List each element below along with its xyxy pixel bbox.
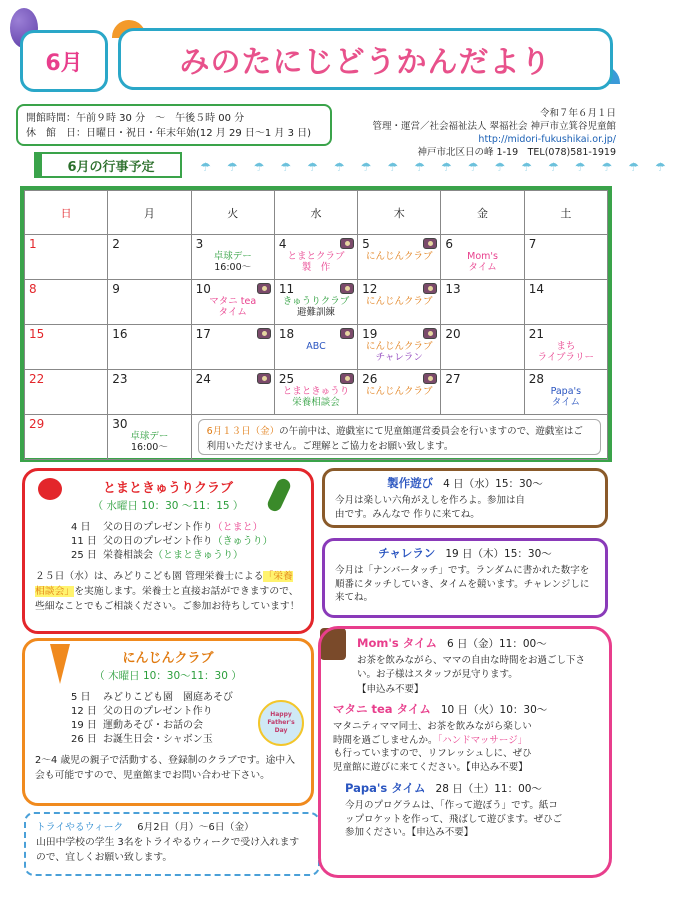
calendar-week-row [25, 370, 608, 415]
day-number: 6 [445, 237, 454, 251]
tryyaru-label: トライやるウィーク [36, 822, 124, 833]
item-text: 栄養相談会 [103, 550, 153, 561]
day-number: 18 [278, 327, 295, 341]
day-number: 25 [278, 372, 295, 386]
day-number: 21 [528, 327, 544, 341]
calendar-event: 16:00～ [130, 442, 168, 453]
challenge-text: 今月は「ナンバータッチ」です。ランダムに書かれた数字を順番にタッチしていき、タイムを競います。チャレンジしに来てね。 [335, 565, 590, 603]
calendar-day-cell [358, 370, 441, 415]
tomato-club-time: （ 水曜日 10：30 ～11：15 ） [92, 500, 244, 512]
camera-icon [340, 328, 354, 339]
calendar-event: Papa's [550, 386, 582, 397]
calendar-day-cell [25, 280, 108, 325]
day-number: 9 [112, 282, 120, 296]
open-hours-label: 開館時間 [26, 113, 66, 124]
camera-icon [423, 373, 437, 384]
day-number: 14 [528, 282, 544, 296]
carrot-icon [50, 644, 70, 684]
newsletter-title: みのたにじどうかんだより [118, 28, 613, 90]
day-number: 3 [195, 237, 204, 251]
calendar-day-cell [25, 370, 108, 415]
address-line: 神戸市北区日の峰 1-19 TEL(078)581-1919 [417, 147, 616, 158]
calendar-day-cell [358, 235, 441, 280]
day-number: 17 [195, 327, 211, 341]
camera-icon [423, 328, 437, 339]
calendar-event: Mom's [467, 251, 498, 262]
item-date: 4 日 [71, 522, 91, 533]
month-badge: 6月 [20, 30, 108, 92]
calendar-event: 避難訓練 [296, 307, 335, 318]
hours-box [16, 104, 332, 146]
website-link[interactable]: http://midori-fukushikai.or.jp/ [478, 134, 616, 145]
day-number: 5 [362, 237, 370, 251]
tomato-desc-part1: ２５日（水）は、みどりこども園 管理栄養士による [35, 571, 264, 582]
matani-when: 10 日（火）10：30～ [440, 704, 548, 716]
day-number: 23 [112, 372, 128, 386]
tomato-cucumber-club [22, 468, 314, 634]
notice-box [198, 419, 601, 455]
camera-icon [423, 283, 437, 294]
papas-label: Papa's タイム [345, 781, 426, 795]
challenge-when: 19 日（木）15：30～ [445, 548, 552, 560]
closed-days-label: 休 館 日 [26, 128, 76, 139]
list-item [71, 549, 301, 563]
calendar-day-cell [191, 280, 274, 325]
camera-icon [423, 238, 437, 249]
day-number: 11 [278, 282, 295, 296]
camera-icon [257, 283, 271, 294]
matani-text-part2: も行っていますので、リフレッシュしに、ぜひ児童館に遊びに来てください。 [333, 748, 532, 773]
day-number: 24 [195, 372, 211, 386]
matani-text-highlight: 「ハンドマッサージ」 [437, 734, 528, 746]
item-date: 26 日 [71, 734, 97, 745]
calendar-event: ライブラリー [537, 352, 595, 363]
weekday-header: 土 [524, 191, 607, 235]
calendar-event: タイム [551, 397, 580, 408]
matani-text [333, 720, 533, 774]
item-tag: （とまときゅうり） [153, 550, 243, 561]
calendar-day-cell [108, 370, 191, 415]
moms-note: 【申込み不要】 [357, 684, 424, 695]
tryyaru-text: 山田中学校の学生 3名をトライやるウィークで受け入れますので、宜しくお願い致します。 [36, 837, 300, 863]
calendar-day-cell [524, 235, 607, 280]
day-number: 28 [528, 372, 544, 386]
calendar-table [24, 190, 608, 460]
tryyaru-dates: 6月2日（月）～6日（金） [137, 822, 254, 833]
calendar-day-cell [274, 235, 357, 280]
notice-date: 6月１３日（金） [206, 426, 280, 437]
item-tag: （きゅうり） [212, 536, 273, 547]
parents-time-box [318, 626, 612, 878]
calendar-event: とまときゅうり [282, 386, 350, 397]
papas-note: 【申込み不要】 [411, 827, 474, 838]
weekday-header: 月 [108, 191, 191, 235]
list-item [71, 535, 301, 549]
day-number: 30 [112, 417, 128, 431]
calendar-event: にんじんクラブ [366, 251, 433, 262]
tomato-club-list [71, 521, 301, 563]
day-number: 15 [29, 327, 45, 341]
calendar-event: 16:00～ [214, 262, 252, 273]
calendar-weekday-row [25, 191, 608, 235]
calendar-day-cell [191, 325, 274, 370]
open-hours-value: ：午前９時 30 分 ～ 午後５時 00 分 [66, 113, 245, 124]
calendar-day-cell [524, 370, 607, 415]
calendar-day-cell [191, 235, 274, 280]
challenge-box [322, 538, 608, 618]
craft-label: 製作遊び [387, 476, 434, 490]
calendar-day-cell [441, 370, 524, 415]
camera-icon [257, 328, 271, 339]
calendar-day-cell [524, 280, 607, 325]
item-date: 5 日 [71, 692, 91, 703]
item-tag: （とまと） [212, 522, 263, 533]
moms-label: Mom's タイム [357, 636, 437, 650]
item-date: 12 日 [71, 706, 97, 717]
calendar-day-cell [441, 235, 524, 280]
tryyaru-week-box [24, 812, 320, 876]
day-number: 2 [112, 237, 120, 251]
day-number: 13 [445, 282, 461, 296]
calendar-week-row [25, 235, 608, 280]
calendar-day-cell [25, 325, 108, 370]
calendar-day-cell [25, 415, 108, 460]
calendar-day-cell [274, 325, 357, 370]
item-text: 運動あそび・お話の会 [103, 720, 203, 731]
weekday-header: 木 [358, 191, 441, 235]
calendar-event: とまとクラブ [287, 251, 345, 262]
calendar-day-cell [274, 280, 357, 325]
tomato-desc-part2: を実施します。栄養士と直接お話ができますので、些細なことでもご相談ください。ご参加お待ちしています！ [35, 586, 300, 612]
day-number: 27 [445, 372, 461, 386]
day-number: 29 [29, 417, 45, 431]
matani-text-part1: マタニティママ同士、お茶を飲みながら楽しい時間を過ごしませんか。 [333, 721, 532, 746]
calendar-event: まち [556, 341, 576, 352]
carrot-club-title: にんじんクラブ [122, 651, 214, 666]
day-number: 4 [278, 237, 287, 251]
fathers-day-badge: Happy Father's Day [258, 700, 304, 746]
day-number: 1 [29, 237, 37, 251]
day-number: 26 [362, 372, 378, 386]
tomato-club-desc [35, 569, 301, 614]
calendar-day-cell [358, 325, 441, 370]
papas-when: 28 日（土）11：00～ [435, 783, 542, 795]
item-date: 11 日 [71, 536, 97, 547]
day-number: 16 [112, 327, 128, 341]
notice-text: の午前中は、遊戯室にて児童館運営委員会を行いますので、遊戯室はご利用いただけません。ご理解とご協力をお願い致します。 [206, 426, 583, 452]
item-date: 19 日 [71, 720, 97, 731]
calendar-event: チャレラン [375, 352, 423, 363]
issue-date: 令和７年６月１日 [539, 108, 616, 119]
list-item [71, 691, 301, 705]
weekday-header: 金 [441, 191, 524, 235]
day-number: 19 [362, 327, 378, 341]
matani-note: 【申込み不要】 [466, 761, 528, 773]
weekday-header: 火 [191, 191, 274, 235]
papas-text-body: 今月のプログラムは、「作って遊ぼう」です。紙コップロケットを作って、飛ばして遊びます。ぜひご参加ください。 [345, 800, 563, 838]
calendar-event: ABC [306, 341, 326, 352]
weekday-header: 水 [274, 191, 357, 235]
calendar-day-cell [108, 415, 191, 460]
craft-when: 4 日（水）15：30～ [443, 478, 543, 490]
day-number: 10 [195, 282, 211, 296]
closed-days-value: ：日曜日・祝日・年末年始(12 月 29 日～1 月 3 日) [76, 128, 312, 139]
day-number: 20 [445, 327, 461, 341]
calendar-event: きゅうりクラブ [282, 296, 350, 307]
list-item [71, 521, 301, 535]
item-text: 父の日のプレゼント作り [103, 706, 213, 717]
craft-box [322, 468, 608, 528]
calendar-event: マタニ tea [209, 296, 257, 307]
calendar-day-cell [108, 235, 191, 280]
day-number: 7 [528, 237, 537, 251]
challenge-label: チャレラン [378, 546, 436, 560]
calendar-event: 卓球デー [213, 251, 252, 262]
craft-text: 今月は楽しい六角がえしを作ろよ。参加は自由です。みんなで 作りに来てね。 [335, 495, 526, 520]
calendar-day-cell [108, 280, 191, 325]
weekday-header: 日 [25, 191, 108, 235]
calendar [20, 186, 612, 462]
calendar-day-cell [524, 325, 607, 370]
manager-line: 管理・運営／社会福祉法人 翠福社会 神戸市立箕谷児童館 [372, 121, 616, 132]
carrot-club-time: （ 木曜日 10：30～11：30 ） [94, 670, 242, 682]
matani-label: マタニ tea タイム [333, 702, 431, 716]
calendar-day-cell [274, 370, 357, 415]
calendar-week-row [25, 415, 608, 460]
item-date: 25 日 [71, 550, 97, 561]
tomato-club-title: とまときゅうりクラブ [102, 481, 233, 496]
calendar-day-cell [108, 325, 191, 370]
calendar-event: にんじんクラブ [366, 296, 433, 307]
day-number: 12 [362, 282, 378, 296]
calendar-notice-cell [191, 415, 607, 460]
rain-drops-decoration: ☂☂☂☂☂☂☂☂☂☂☂☂☂☂☂☂☂☂ [200, 160, 682, 174]
tomato-icon [38, 478, 62, 500]
calendar-week-row [25, 325, 608, 370]
papas-text [345, 799, 565, 840]
org-info [336, 107, 616, 159]
schedule-heading: 6月の行事予定 [34, 152, 182, 178]
item-text: みどりこども園 園庭あそび [103, 692, 233, 703]
calendar-day-cell [358, 280, 441, 325]
calendar-day-cell [191, 370, 274, 415]
camera-icon [340, 238, 354, 249]
calendar-event: にんじんクラブ [366, 341, 433, 352]
camera-icon [340, 373, 354, 384]
carrot-club-desc: 2～4 歳児の親子で活動する、登録制のクラブです。途中入会も可能ですので、児童館までお問い合わせ下さい。 [35, 755, 296, 781]
item-text: お誕生日会・シャボン玉 [103, 734, 213, 745]
calendar-event: 卓球デー [130, 431, 169, 442]
calendar-week-row [25, 280, 608, 325]
calendar-event: にんじんクラブ [366, 386, 433, 397]
item-text: 父の日のプレゼント作り [103, 522, 213, 533]
camera-icon [257, 373, 271, 384]
calendar-event: タイム [468, 262, 497, 273]
calendar-day-cell [441, 325, 524, 370]
moms-when: 6 日（金）11：00～ [446, 638, 547, 650]
calendar-event: 栄養相談会 [292, 397, 340, 408]
tomato-desc-highlight: 「栄養相談会」 [35, 571, 293, 597]
day-number: 22 [29, 372, 45, 386]
calendar-event: タイム [218, 307, 247, 318]
calendar-day-cell [441, 280, 524, 325]
item-text: 父の日のプレゼント作り [103, 536, 213, 547]
calendar-day-cell [25, 235, 108, 280]
camera-icon [340, 283, 354, 294]
moms-text: お茶を飲みながら、ママの自由な時間をお過ごし下さい。お子様はスタッフが見守ります。 [357, 655, 586, 680]
calendar-event: 製 作 [301, 262, 331, 273]
day-number: 8 [29, 282, 37, 296]
